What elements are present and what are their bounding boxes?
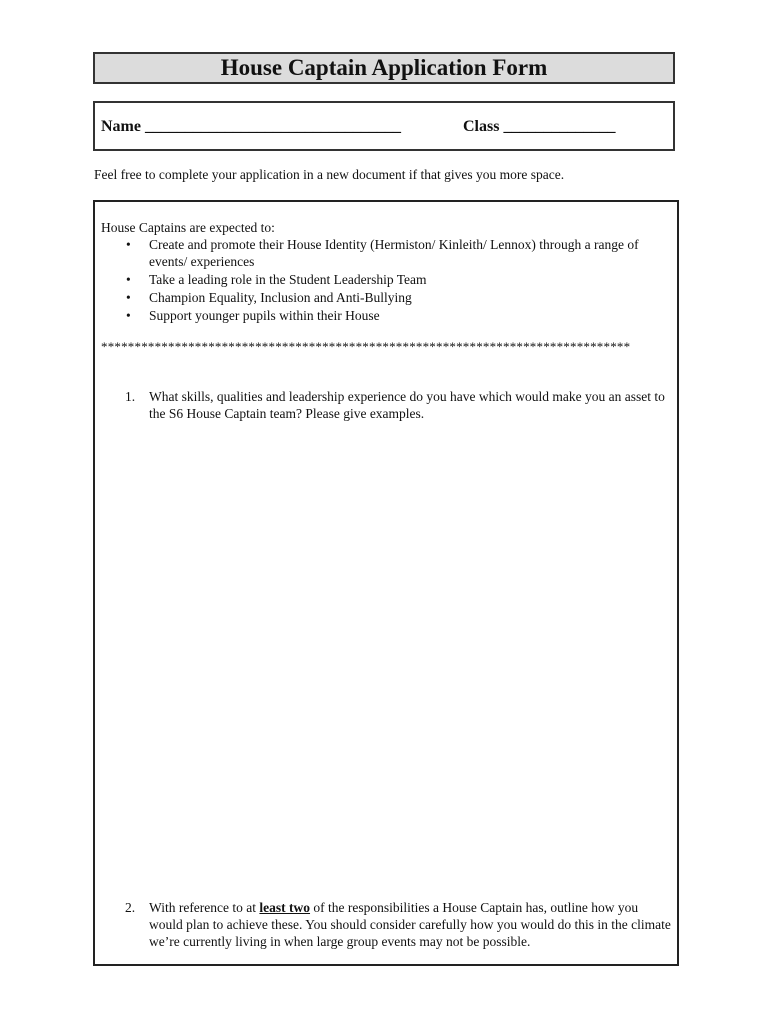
list-item-text: Support younger pupils within their House: [149, 308, 380, 323]
expectations-intro: House Captains are expected to:: [101, 220, 275, 235]
question-1: [95, 388, 675, 422]
instruction-note: Feel free to complete your application in a new document if that gives you more space.: [94, 167, 565, 182]
name-blank-line[interactable]: ________________________________: [144, 118, 401, 135]
name-class-box: [93, 101, 675, 151]
question-text: [95, 899, 675, 950]
question-text: What skills, qualities and leadership experience do you have which would make you an asset to the S6 House Captain team? Please give examples.: [149, 389, 665, 421]
list-item-text: Create and promote their House Identity (Hermiston/ Kinleith/ Lennox) through a range of events/ experiences: [149, 237, 639, 269]
bullet-icon: •: [126, 308, 131, 323]
question-number: 2.: [125, 900, 136, 915]
list-item: [95, 271, 675, 288]
class-label: Class: [463, 118, 500, 135]
question-number: 1.: [125, 389, 136, 404]
class-blank-line[interactable]: ______________: [503, 118, 616, 135]
list-item: [95, 236, 675, 270]
question-emphasis: least two: [259, 900, 311, 915]
question-text-end: of the responsibilities a House Captain has, outline how you would plan to achieve these. You should consider carefully how you would do this in the climate we’re currently living in when large group events may not be possible.: [149, 900, 671, 949]
question-text-start: With reference to at: [149, 900, 257, 915]
question-2: [95, 899, 675, 950]
bullet-icon: •: [126, 290, 131, 305]
list-item: [95, 289, 675, 306]
list-item: [95, 307, 675, 324]
form-title: House Captain Application Form: [220, 55, 548, 80]
name-field[interactable]: [101, 118, 401, 136]
form-title-box: [93, 52, 675, 84]
expectations-list: [95, 236, 675, 325]
asterisk-separator: *******************************************************************************: [101, 339, 631, 354]
bullet-icon: •: [126, 272, 131, 287]
list-item-text: Take a leading role in the Student Leadership Team: [149, 272, 427, 287]
bullet-icon: •: [126, 237, 131, 252]
name-label: Name: [101, 118, 141, 135]
application-box: [93, 200, 679, 966]
class-field[interactable]: [463, 118, 615, 136]
list-item-text: Champion Equality, Inclusion and Anti-Bullying: [149, 290, 412, 305]
